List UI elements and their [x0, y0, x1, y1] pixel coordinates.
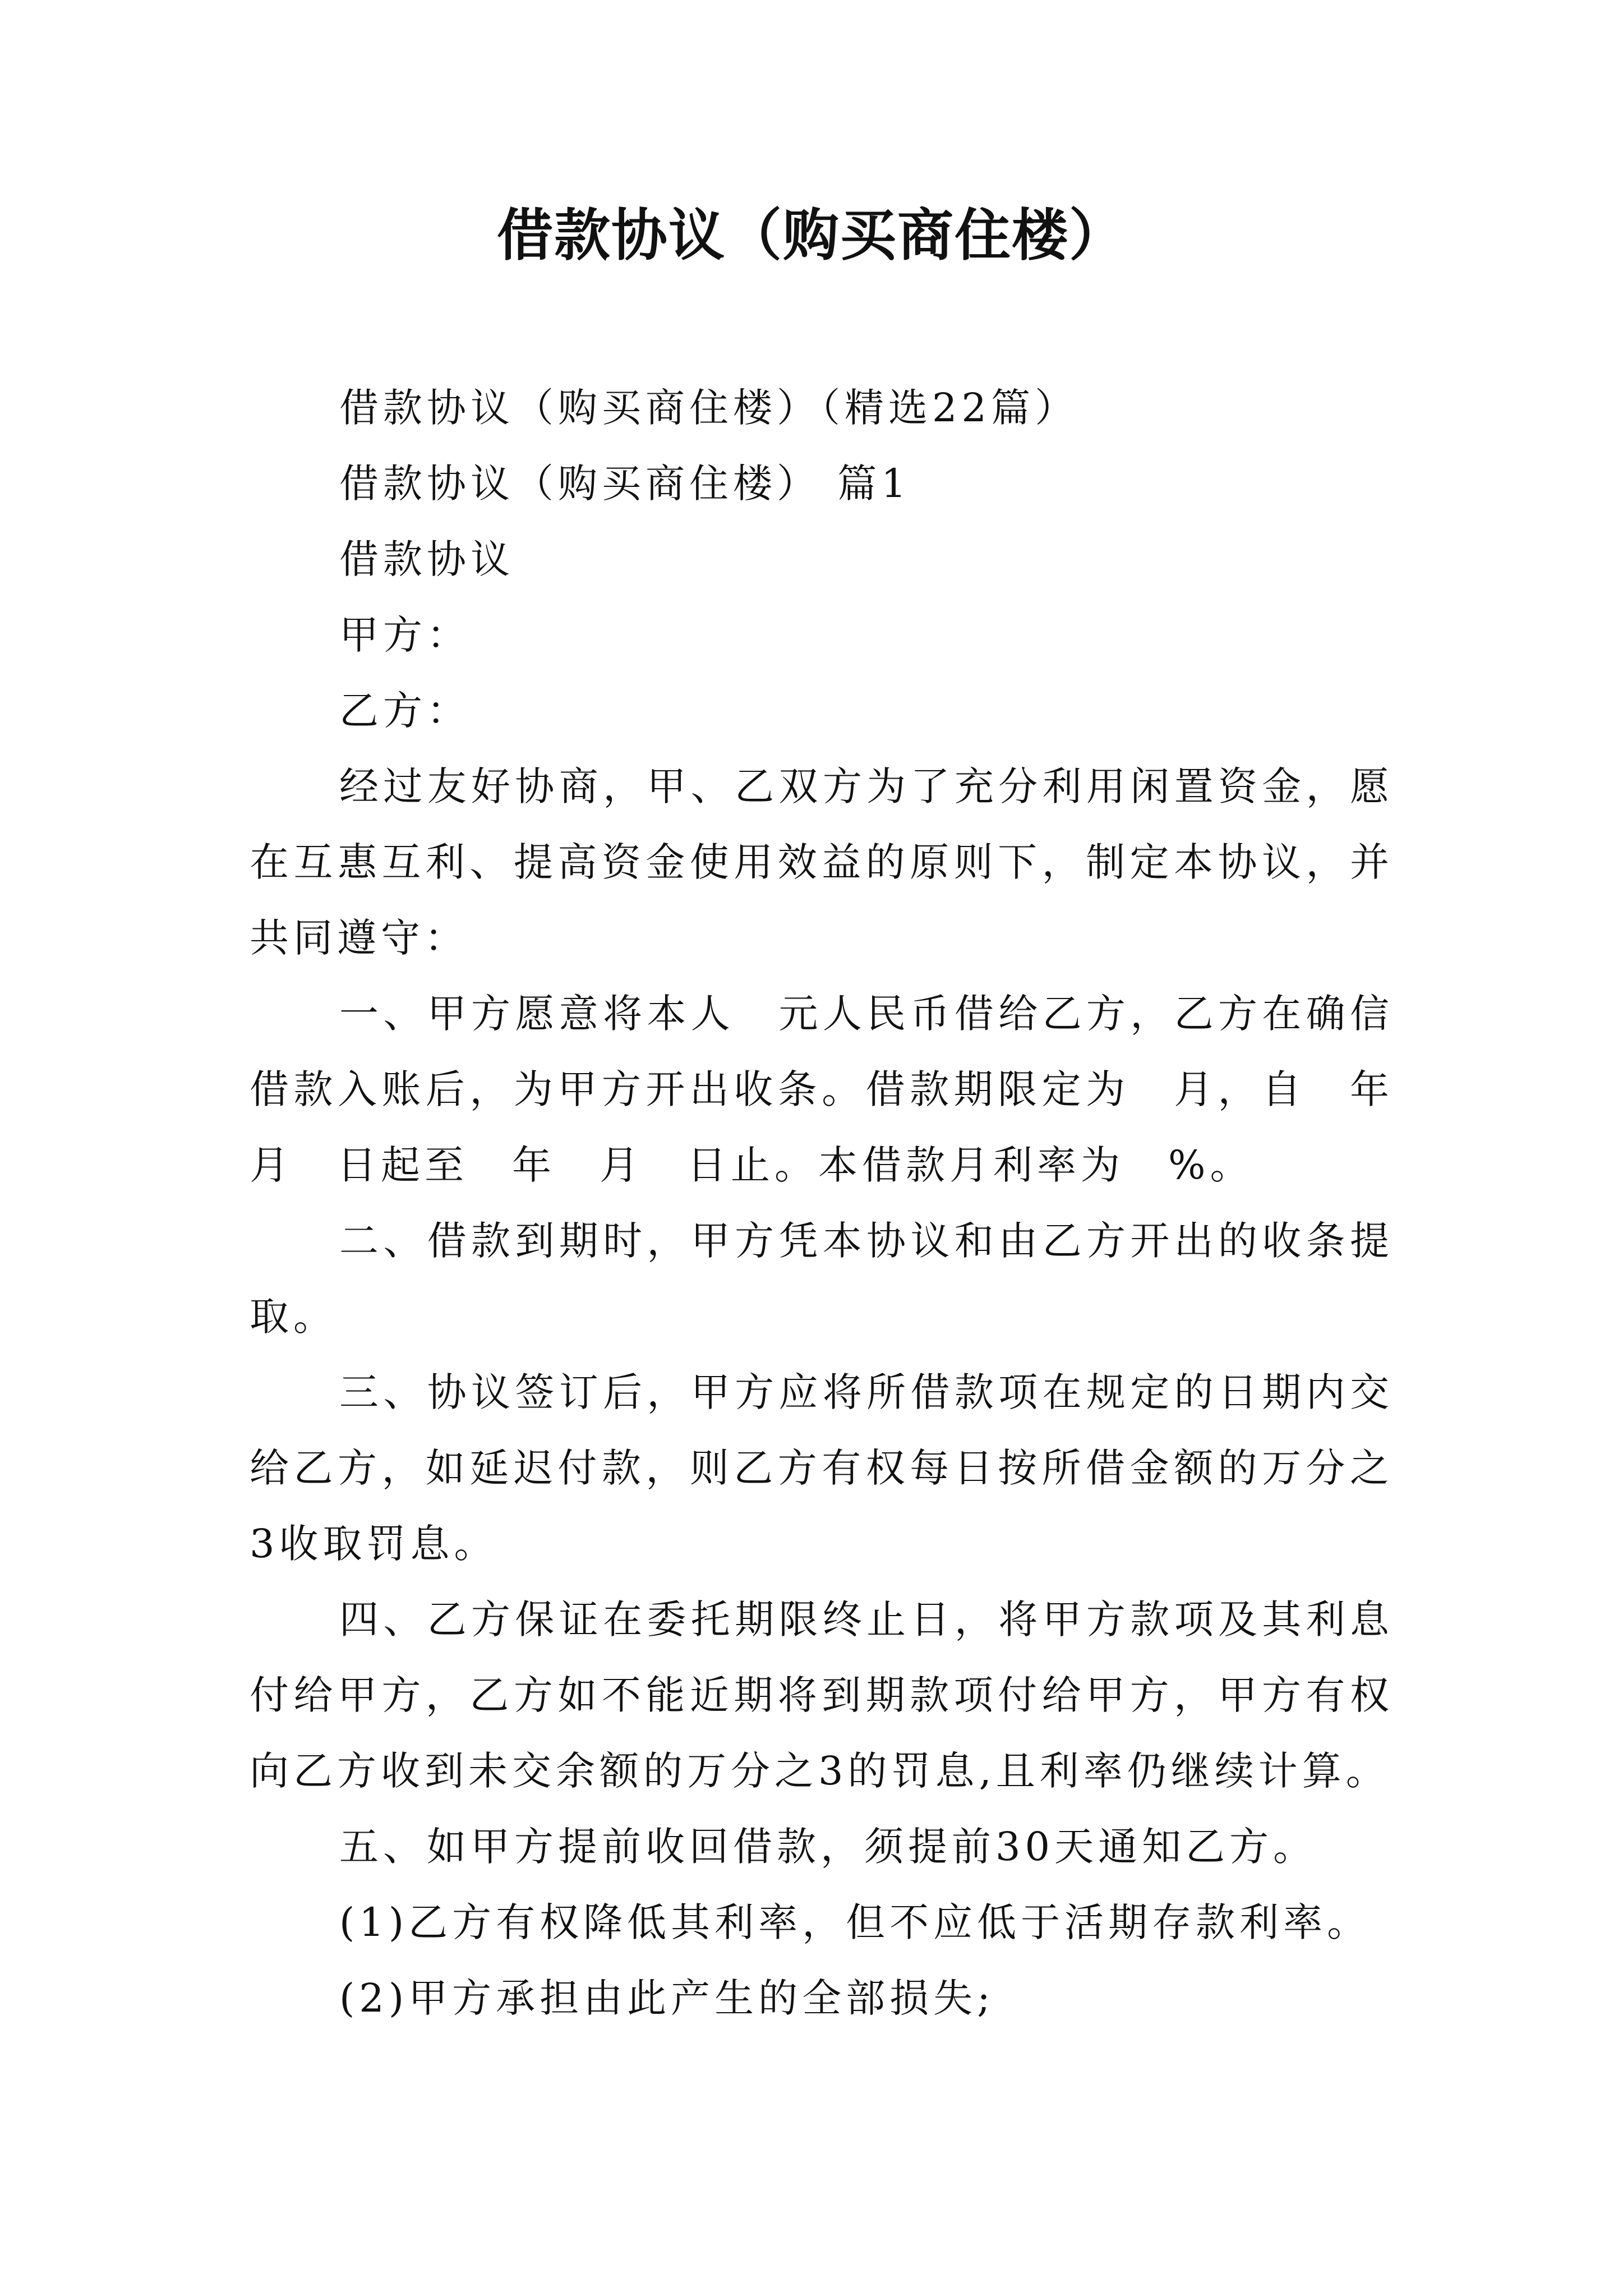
paragraph-clause-5-item-1: (1)乙方有权降低其利率，但不应低于活期存款利率。 [339, 1899, 1371, 1945]
paragraph-clause-4: 四、乙方保证在委托期限终止日，将甲方款项及其利息付给甲方，乙方如不能近期将到期款项付给甲方，甲方有权向乙方收到未交余额的万分之3的罚息,且利率仍继续计算。 [250, 1596, 1394, 1794]
paragraph-article-heading: 借款协议（购买商住楼） 篇1 [339, 461, 911, 507]
paragraph-party-b: 乙方： [339, 688, 471, 734]
document-body [250, 370, 1437, 2036]
paragraph-clause-5: 五、如甲方提前收回借款，须提前30天通知乙方。 [339, 1824, 1317, 1870]
document-title: 借款协议（购买商住楼） [497, 203, 1126, 268]
paragraph-clause-2: 二、借款到期时，甲方凭本协议和由乙方开出的收条提取。 [250, 1218, 1394, 1340]
paragraph-preamble: 经过友好协商，甲、乙双方为了充分利用闲置资金，愿在互惠互利、提高资金使用效益的原则下，制定本协议，并共同遵守： [250, 763, 1394, 961]
paragraph-clause-1: 一、甲方愿意将本人 元人民币借给乙方，乙方在确信借款入账后，为甲方开出收条。借款期限定为 月，自 年 月 日起至 年 月 日止。本借款月利率为 %。 [250, 991, 1437, 1188]
paragraph-collection-title: 借款协议（购买商住楼）（精选22篇） [339, 385, 1079, 431]
paragraph-agreement-name: 借款协议 [339, 536, 514, 582]
paragraph-clause-5-item-2: (2)甲方承担由此产生的全部损失; [339, 1975, 995, 2021]
paragraph-party-a: 甲方： [339, 612, 471, 658]
paragraph-clause-3: 三、协议签订后，甲方应将所借款项在规定的日期内交给乙方，如延迟付款，则乙方有权每日按所借金额的万分之3收取罚息。 [250, 1369, 1394, 1567]
